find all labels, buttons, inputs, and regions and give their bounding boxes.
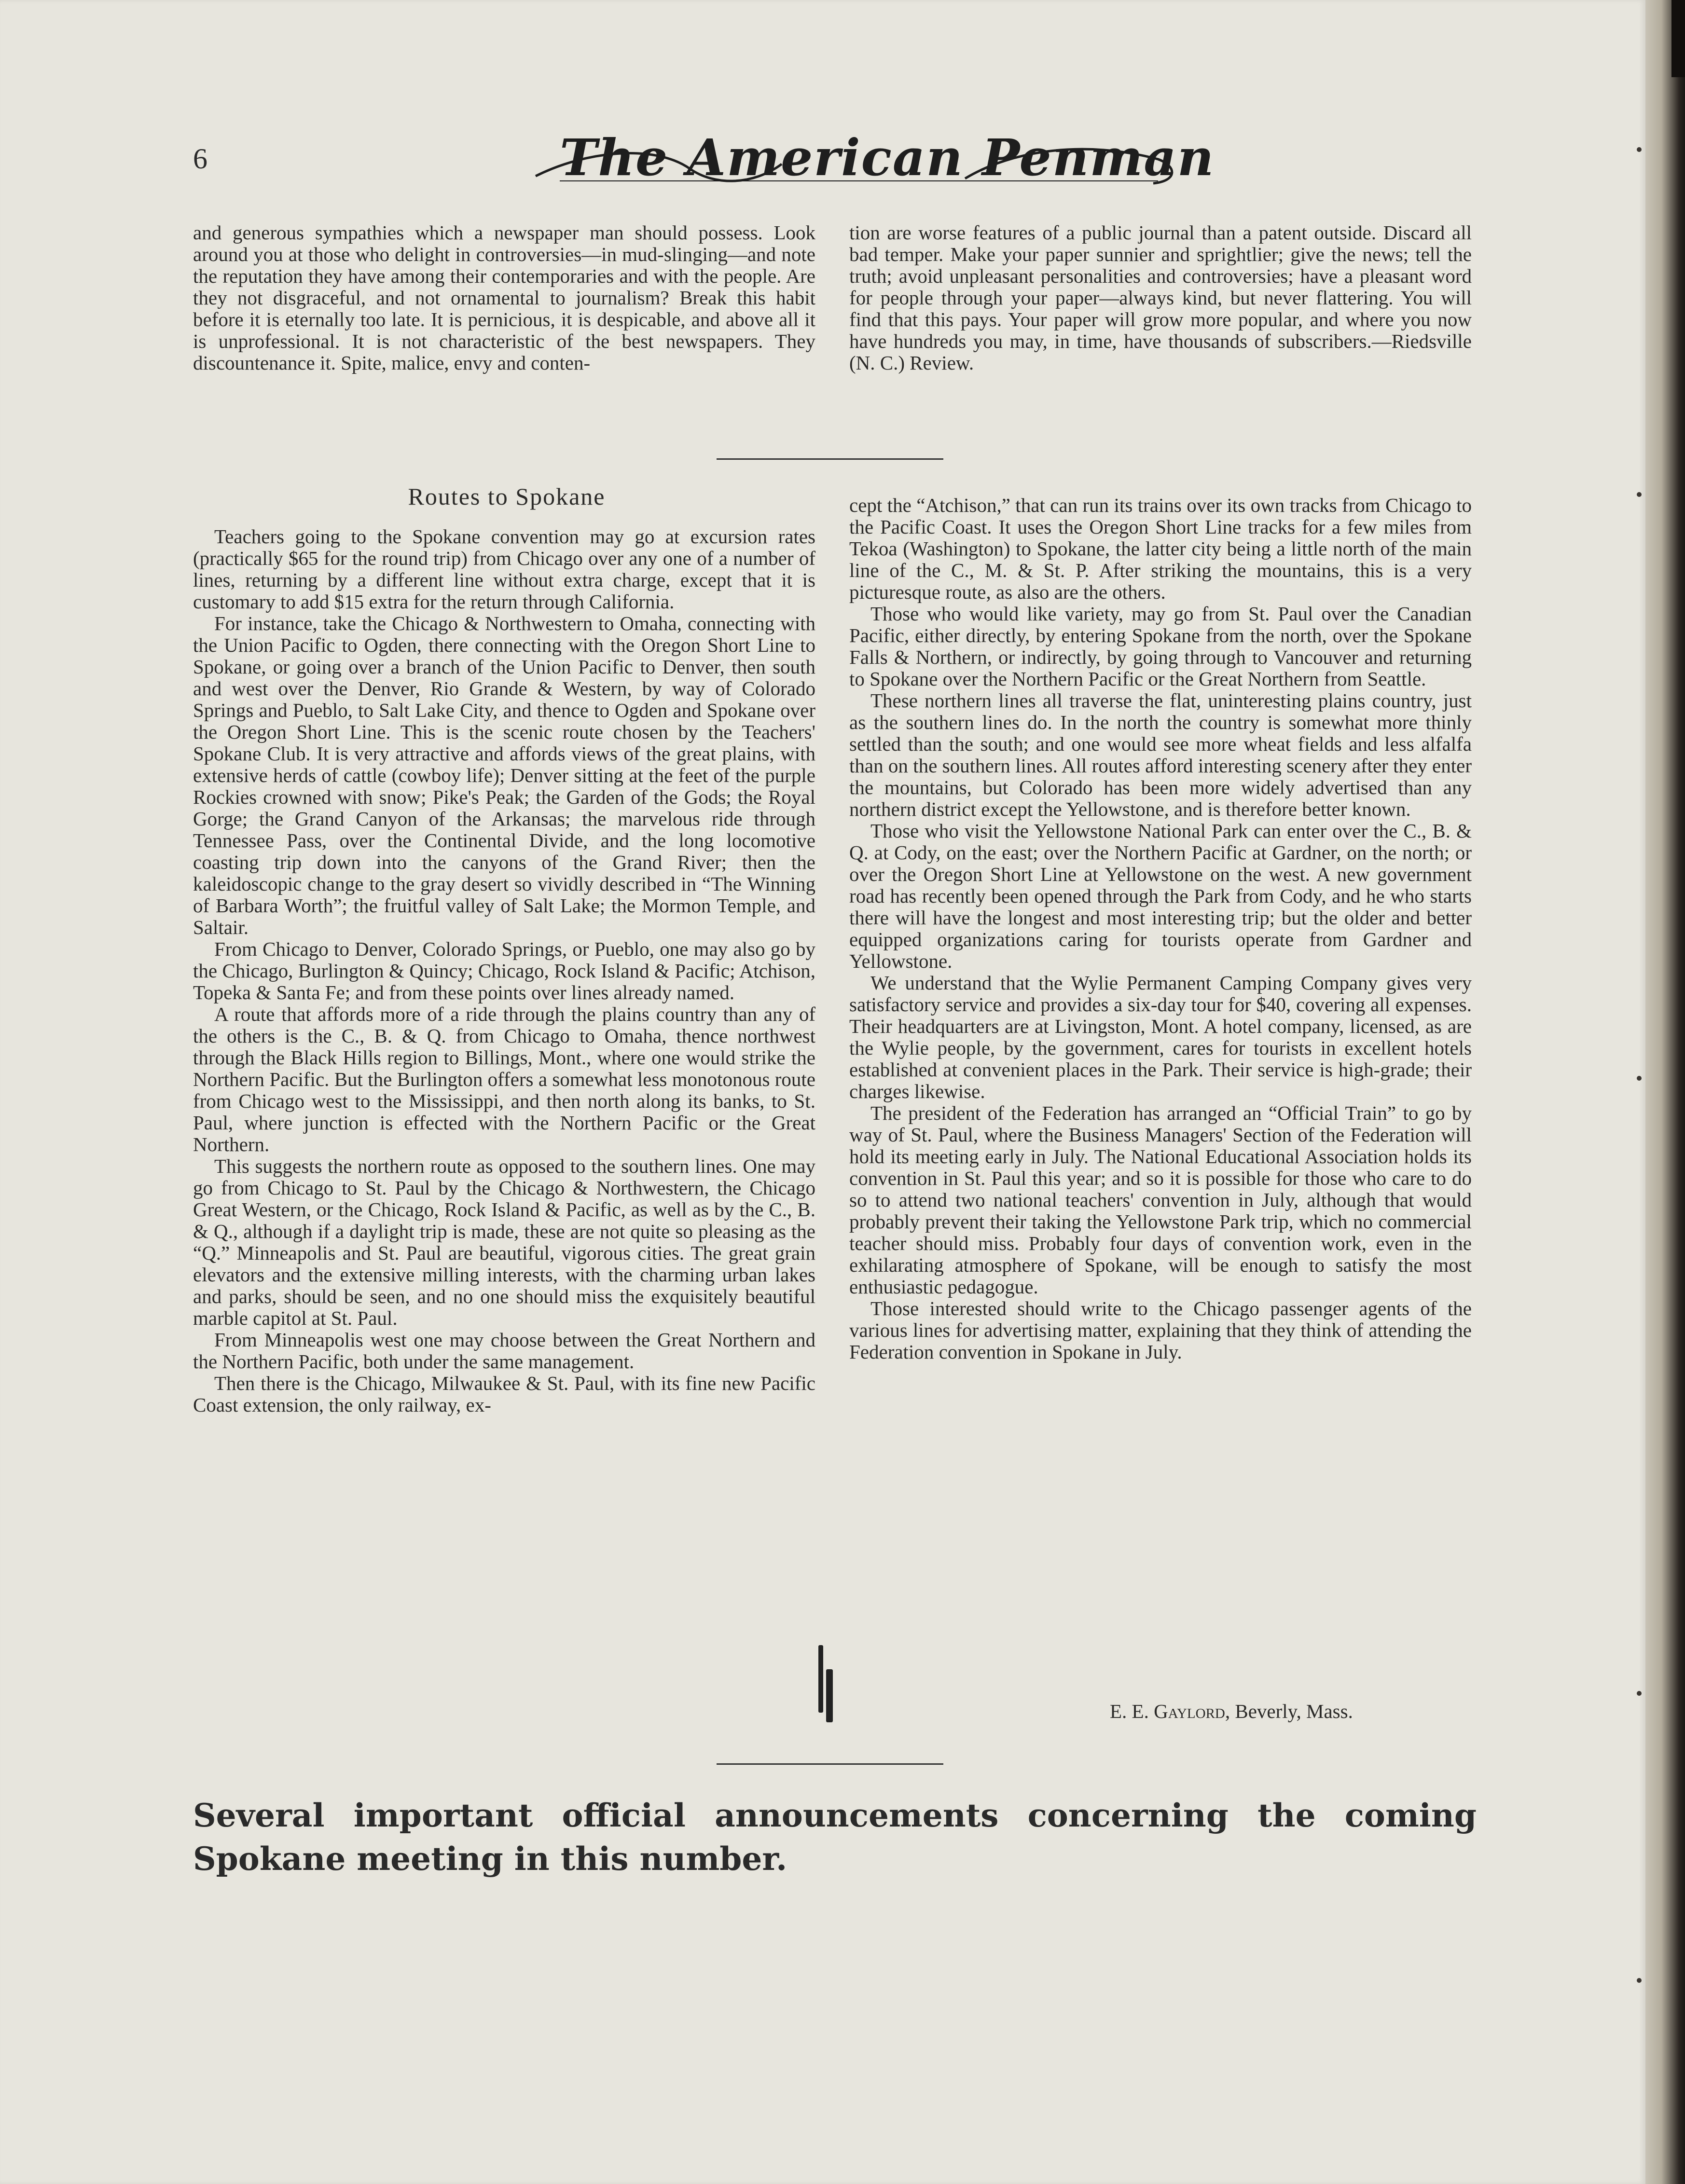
edge-mark-icon (1637, 1691, 1642, 1696)
top-left-column (193, 222, 815, 374)
edge-mark-icon (1637, 147, 1642, 152)
article-paragraph: For instance, take the Chicago & Northwestern to Omaha, connecting with the Union Pacific to Ogden, there connecting with the Oregon Short Line to Spokane, or going over a branch of the Union Pacific to Denver, then south and west over the Denver, Rio Grande & Western, by way of Colorado Springs and Pueblo, to Salt Lake City, and thence to Ogden and Spokane over the Oregon Short Line. This is the scenic route chosen by the Teachers' Spokane Club. It is very attractive and affords views of the great plains, with extensive herds of cattle (cowboy life); Denver sitting at the feet of the purple Rockies crowned with snow; Pike's Peak; the Garden of the Gods; the Royal Gorge; the Grand Canyon of the Arkansas; the marvelous ride through Tennessee Pass, over the Continental Divide, and the long locomotive coasting trip down into the canyons of the Grand River; then the kaleidoscopic change to the gray desert so vividly described in “The Winning of Barbara Worth”; the fruitful valley of Salt Lake; the Mormon Temple, and Saltair. (193, 612, 815, 938)
article-paragraph: From Chicago to Denver, Colorado Springs, or Pueblo, one may also go by the Chicago, Burlington & Quincy; Chicago, Rock Island & Pacific; Atchison, Topeka & Santa Fe; and from these points over lines already named. (193, 938, 815, 1003)
article-title: Routes to Spokane (408, 483, 606, 510)
article-right-column (849, 494, 1472, 1363)
signature-name: Gaylord (1154, 1700, 1225, 1722)
article-paragraph: A route that affords more of a ride through the plains country than any of the others is the C., B. & Q. from Chicago to Omaha, thence northwest through the Black Hills region to Billings, Mont., where one would strike the Northern Pacific. But the Burlington offers a somewhat less monotonous route from Chicago west to the Mississippi, and then north along its banks, to St. Paul, where junction is effected with the Northern Pacific or the Great Northern. (193, 1003, 815, 1155)
masthead-title: The American Penman (560, 128, 1215, 187)
ink-smudge-icon (818, 1645, 823, 1713)
edge-mark-icon (1637, 1978, 1642, 1983)
section-divider (717, 458, 943, 460)
book-spine-shadow (1671, 0, 1685, 77)
signature-place: , Beverly, Mass. (1225, 1700, 1353, 1722)
page-number: 6 (193, 143, 207, 175)
edge-mark-icon (1637, 1076, 1642, 1081)
edge-mark-icon (1637, 492, 1642, 497)
article-left-column (193, 526, 815, 1416)
article-paragraph: Teachers going to the Spokane convention may go at excursion rates (practically $65 for the round trip) from Chicago over any one of a number of lines, returning by a different line without extra charge, except that it is customary to add $15 extra for the return through California. (193, 525, 815, 613)
ink-smudge-icon (826, 1669, 833, 1722)
article-paragraph: Those interested should write to the Chicago passenger agents of the various lines for advertising matter, explaining that they think of attending the Federation convention in Spokane in July. (849, 1297, 1472, 1363)
top-right-text: tion are worse features of a public journal than a patent outside. Discard all bad temper. Make your paper sunnier and sprightlier; give the news; tell the truth; avoid unpleasant personalities and controversies; have a pleasant word for people through your paper—always kind, but never flattering. You will find that this pays. Your paper will grow more popular, and where you now have hundreds you may, in time, have thousands of subscribers.—Riedsville (N. C.) Review. (849, 221, 1472, 374)
top-left-text: and generous sympathies which a newspaper man should possess. Look around you at those who delight in controversies—in mud-slinging—and note the reputation they have among their contemporaries and with the people. Are they not disgraceful, and not ornamental to journalism? Break this habit before it is eternally too late. It is pernicious, it is despicable, and above all it is unprofessional. It is not characteristic of the best newspapers. They discountenance it. Spite, malice, envy and conten- (193, 221, 815, 374)
article-paragraph: We understand that the Wylie Permanent Camping Company gives very satisfactory service and provides a six-day tour for $40, covering all expenses. Their headquarters are at Livingston, Mont. A hotel company, licensed, as are the Wylie people, by the government, cares for tourists in excellent hotels established at convenient places in the Park. Their service is high-grade; their charges likewise. (849, 972, 1472, 1102)
article-paragraph: These northern lines all traverse the flat, uninteresting plains country, just as the southern lines do. In the north the country is somewhat more thinly settled than the south; and one would see more wheat fields and less alfalfa than on the southern lines. All routes afford interesting scenery after they enter the mountains, but Colorado has been more widely advertised than any northern district except the Yellowstone, and is therefore better known. (849, 689, 1472, 820)
article-paragraph: This suggests the northern route as opposed to the southern lines. One may go from Chicago to St. Paul by the Chicago & Northwestern, the Chicago Great Western, or the Chicago, Rock Island & Pacific, as well as by the C., B. & Q., although if a daylight trip is made, these are not quite so pleasing as the “Q.” Minneapolis and St. Paul are beautiful, vigorous cities. The great grain elevators and the extensive milling interests, with the charming urban lakes and parks, should be seen, and no one should miss the exquisitely beautiful marble capitol at St. Paul. (193, 1155, 815, 1329)
signature-initials: E. E. (1110, 1700, 1149, 1722)
section-divider (717, 1763, 943, 1765)
article-paragraph: cept the “Atchison,” that can run its trains over its own tracks from Chicago to the Pacific Coast. It uses the Oregon Short Line tracks for a few miles from Tekoa (Washington) to Spokane, the latter city being a little north of the main line of the C., M. & St. P. After striking the mountains, this is a very picturesque route, as also are the others. (849, 494, 1472, 603)
top-right-column (849, 222, 1472, 374)
article-paragraph: Those who would like variety, may go from St. Paul over the Canadian Pacific, either directly, by entering Spokane from the north, over the Spokane Falls & Northern, or indirectly, by going through to Vancouver and returning to Spokane over the Northern Pacific or the Great Northern from Seattle. (849, 603, 1472, 690)
article-paragraph: Those who visit the Yellowstone National Park can enter over the C., B. & Q. at Cody, on the east; over the Northern Pacific at Gardner, on the north; or over the Oregon Short Line at Yellowstone on the west. A new government road has recently been opened through the Park from Cody, and he who starts there will have the longest and most interesting trip; but the older and better equipped organizations caring for tourists operate from Gardner and Yellowstone. (849, 820, 1472, 972)
book-spine (1645, 0, 1685, 2184)
article-paragraph: From Minneapolis west one may choose between the Great Northern and the Northern Pacific, both under the same management. (193, 1329, 815, 1373)
article-paragraph: Then there is the Chicago, Milwaukee & St. Paul, with its fine new Pacific Coast extension, the only railway, ex- (193, 1372, 815, 1416)
masthead-logo (531, 128, 1215, 193)
article-paragraph: The president of the Federation has arranged an “Official Train” to go by way of St. Paul, where the Business Managers' Section of the Federation will hold its meeting early in July. The National Educational Association holds its convention in St. Paul this year; and so it is possible for those who care to do so to attend two national teachers' convention in July, although that would probably prevent their taking the Yellowstone Park trip, which no commercial teacher should miss. Probably four days of convention work, even in the exhilarating atmosphere of Spokane, will be enough to satisfy the most enthusiastic pedagogue. (849, 1102, 1472, 1298)
announcement-notice: Several important official announcements concerning the coming Spokane meeting in this number. (193, 1797, 1477, 1878)
article-signature (1110, 1700, 1353, 1723)
